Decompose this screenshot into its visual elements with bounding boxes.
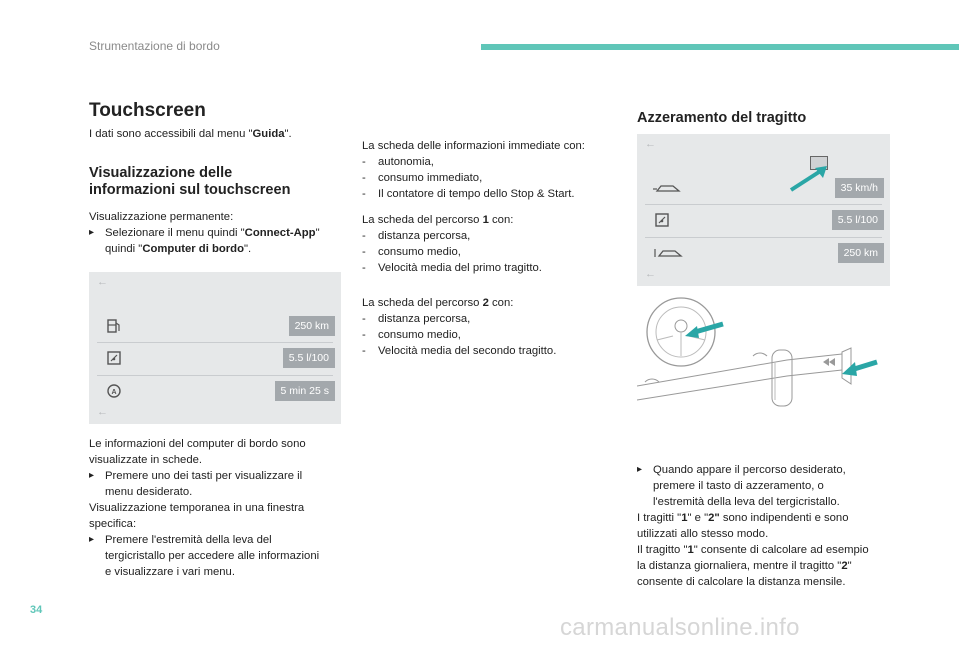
car-speed-icon bbox=[653, 179, 683, 197]
block1-title: La scheda delle informazioni immediate con: bbox=[362, 140, 585, 152]
range-value: 250 km bbox=[289, 316, 335, 336]
subtitle-line2: informazioni sul touchscreen bbox=[89, 182, 291, 198]
back-row bbox=[89, 272, 341, 292]
monthly-usage: consente di calcolare la distanza mensile. bbox=[637, 576, 846, 588]
intro-text: I dati sono accessibili dal menu "Guida". bbox=[89, 128, 292, 140]
touchscreen-panel-left bbox=[89, 272, 341, 424]
perm-step: ▸ Selezionare il menu quindi "Connect-App" quindi "Computer di bordo". bbox=[89, 227, 320, 255]
distance-value: 250 km bbox=[838, 243, 884, 263]
panel-row-speed bbox=[637, 172, 890, 204]
car-distance-icon bbox=[653, 244, 683, 262]
bullet-icon: ▸ bbox=[637, 464, 643, 475]
perm-label: Visualizzazione permanente: bbox=[89, 211, 234, 223]
trip1-usage: Il tragitto "1" consente di calcolare ad esempio bbox=[637, 544, 869, 556]
back-arrow-icon: ← bbox=[97, 406, 108, 418]
consumption-value: 5.5 l/100 bbox=[283, 348, 335, 368]
info-line: Le informazioni del computer di bordo sono bbox=[89, 438, 306, 450]
list-item: - consumo medio, bbox=[362, 246, 461, 258]
back-row-bottom bbox=[89, 402, 108, 422]
title-touchscreen: Touchscreen bbox=[89, 100, 206, 121]
back-arrow-icon: ← bbox=[645, 138, 656, 150]
reset-instructions bbox=[637, 462, 897, 590]
subtitle-visualizzazione bbox=[89, 165, 290, 199]
block-trip1 bbox=[362, 212, 617, 276]
perm-block bbox=[89, 209, 344, 257]
panel-row-distance bbox=[637, 237, 890, 269]
title-azzeramento: Azzeramento del tragitto bbox=[637, 110, 807, 126]
list-item: - consumo medio, bbox=[362, 329, 461, 341]
block-immediate bbox=[362, 138, 617, 202]
list-item: - consumo immediato, bbox=[362, 172, 483, 184]
header-accent-bar bbox=[481, 44, 959, 50]
temp-line: Visualizzazione temporanea in una finestra bbox=[89, 502, 305, 514]
page-number: 34 bbox=[30, 604, 43, 616]
back-row-bottom bbox=[637, 264, 656, 284]
list-item: - Velocità media del primo tragitto. bbox=[362, 262, 542, 274]
reset-step: ▸ Quando appare il percorso desiderato, premere il tasto di azzeramento, o l'estremità della leva del tergicristallo. bbox=[637, 464, 846, 508]
panel-row-range bbox=[89, 310, 341, 342]
back-arrow-icon: ← bbox=[645, 268, 656, 280]
svg-text:A: A bbox=[111, 389, 117, 396]
subtitle-line1: Visualizzazione delle bbox=[89, 165, 233, 181]
panel-row-consumption bbox=[89, 342, 341, 374]
list-item: - Il contatore di tempo dello Stop & Start. bbox=[362, 188, 575, 200]
trips-independent: I tragitti "1" e "2" sono indipendenti e sono bbox=[637, 512, 849, 524]
bullet-icon: ▸ bbox=[89, 534, 95, 545]
steering-stalk-illustration bbox=[637, 296, 890, 408]
fuel-gauge-icon bbox=[105, 349, 123, 367]
bullet-icon: ▸ bbox=[89, 470, 95, 481]
info-block bbox=[89, 436, 349, 580]
stopstart-value: 5 min 25 s bbox=[275, 381, 335, 401]
back-row bbox=[637, 134, 890, 154]
watermark: carmanualsonline.info bbox=[560, 614, 800, 641]
trips-usage: utilizzati allo stesso modo. bbox=[637, 528, 769, 540]
fuel-gauge-icon bbox=[653, 211, 671, 229]
fuel-pump-icon bbox=[105, 317, 123, 335]
block-trip2 bbox=[362, 295, 617, 359]
consumption-value: 5.5 l/100 bbox=[832, 210, 884, 230]
list-item: - autonomia, bbox=[362, 156, 434, 168]
list-item: - distanza percorsa, bbox=[362, 230, 471, 242]
speed-value: 35 km/h bbox=[835, 178, 884, 198]
back-arrow-icon: ← bbox=[97, 276, 108, 288]
info-line: visualizzate in schede. bbox=[89, 454, 203, 466]
block2-title: La scheda del percorso 1 con: bbox=[362, 214, 514, 226]
list-item: - Velocità media del secondo tragitto. bbox=[362, 345, 557, 357]
touchscreen-panel-right bbox=[637, 134, 890, 286]
trip2-usage: la distanza giornaliera, mentre il tragitto "2" bbox=[637, 560, 852, 572]
bullet-icon: ▸ bbox=[89, 227, 95, 238]
step-1: ▸ Premere uno dei tasti per visualizzare il menu desiderato. bbox=[89, 470, 303, 498]
block3-title: La scheda del percorso 2 con: bbox=[362, 297, 514, 309]
stop-start-icon bbox=[105, 382, 123, 400]
list-item: - distanza percorsa, bbox=[362, 313, 471, 325]
panel-row-consumption bbox=[637, 204, 890, 236]
temp-line: specifica: bbox=[89, 518, 137, 530]
panel-row-stopstart bbox=[89, 375, 341, 407]
section-header: Strumentazione di bordo bbox=[89, 39, 220, 53]
step-2: ▸ Premere l'estremità della leva del tergicristallo per accedere alle informazioni e visualizzare i vari menu. bbox=[89, 534, 320, 578]
